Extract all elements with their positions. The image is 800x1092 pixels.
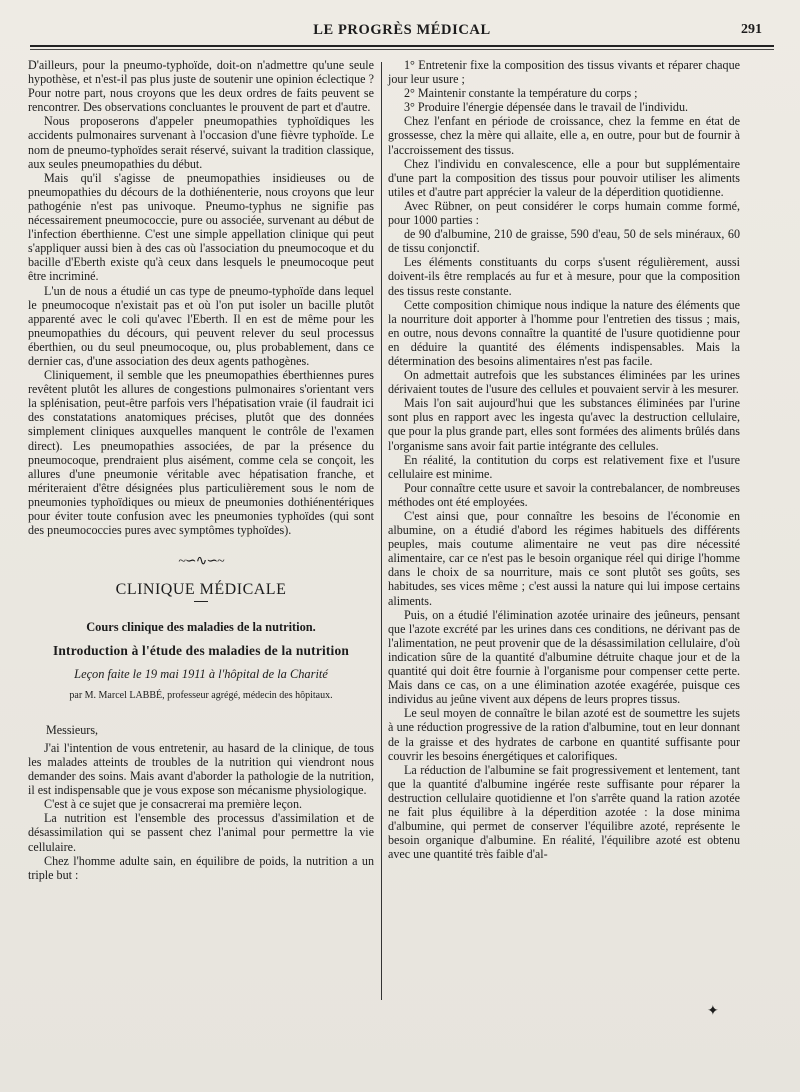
paragraph: Avec Rübner, on peut considérer le corps humain comme formé, pour 1000 parties : [388,198,740,228]
paragraph: Nous proposerons d'appeler pneumopathies typhoïdiques les accidents pulmonaires survenant à l'occasion d'une fièvre typhoïde. Le nom de pneumo-typhoïdes serait réservé, suivant la tradition classique, aux seules pneumopathies du début. [28,114,374,171]
paragraph: Cette composition chimique nous indique la nature des éléments que la nourriture doit apporter à l'homme pour l'entretien des tissus ; mais, en outre, nous devons connaître la quantité de l'usure quotidienne pour en déduire la quantité des éléments indispensables. Mais la détermination des besoins alimentaires n'est pas facile. [388,297,740,368]
running-header [34,22,770,44]
paragraph: On admettait autrefois que les substances éliminées par les urines dérivaient toutes de l'usure des cellules et pouvaient servir à les mesurer. [388,368,740,397]
paragraph: Cliniquement, il semble que les pneumopathies éberthiennes pures revêtent plutôt les allures de congestions pulmonaires s'orientant vers la splénisation, peut-être parfois vers l'hépatisation vraie (il faudrait ici des constatations anatomiques précises, plutôt que des données simplement cliniques auxquelles manquent le contrôle de l'examen direct). Les pneumopathies associées, de par la présence du pneumocoque, prendraient plus aisément, comme cela se conçoit, les allures d'une pneumonie véritable avec hépatisation franche, et mériteraient d'être désignées plus particulièrement sous le nom de pneumonies typhoïdiques ou mieux de pneumonies dothiénentériques pour éviter toute confusion avec les pneumonies typhoïdes (qui sont des pneumococcies pures avec symptômes typhoïdes). [28,368,374,538]
paragraph: C'est ainsi que, pour connaître les besoins de l'économie en albumine, on a étudié d'abord les régimes habituels des différents peuples, mais coutume alimentaire ne veut pas dire nécessité alimentaire, car ce n'est pas le besoin organique réel qui dirige l'homme dans le choix de sa nourriture, mais ce sont plutôt ses goûts, ses habitudes, ses vices même ; c'est aussi la nature qui lui impose certains aliments. [388,509,740,608]
paragraph: Mais qu'il s'agisse de pneumopathies insidieuses ou de pneumopathies du décours de la dothiénenterie, nous croyons que leur pathogénie n'est pas univoque. Pneumo-typhus ne signifie pas nécessairement pneumococcie, pure ou associée, survenant au début de l'infection éberthienne. C'est une simple appellation clinique qui peut s'appliquer aussi bien à des cas où l'association du pneumocoque et du bacille d'Eberth existe qu'à ceux dans lesquels le pneumocoque peut être incriminé. [28,170,374,284]
paragraph: D'ailleurs, pour la pneumo-typhoïde, doit-on n'admettre qu'une seule hypothèse, et n'est-il pas plus juste de soutenir une opinion éclectique ? Pour notre part, nous croyons que les deux ordres de faits peuvent se rencontrer. Des observations concluantes le prouvent de part et d'autre. [28,58,374,115]
column-divider [381,62,382,1000]
right-column [388,58,740,861]
salutation: Messieurs, [46,722,99,737]
journal-title: LE PROGRÈS MÉDICAL [313,22,491,38]
paragraph: L'un de nous a étudié un cas type de pneumo-typhoïde dans lequel le pneumocoque n'existait pas et où l'on put isoler un bacille plutôt apparenté avec le coli qu'avec l'Eberth. Il en est de même pour les pneumopathies du décours, qui peuvent relever du seul processus éberthien, ou du seul pneumocoque, ou, plus probablement, dans ce dernier cas, d'une association des deux agents pathogènes. [28,283,374,368]
paragraph: Chez l'homme adulte sain, en équilibre de poids, la nutrition a un triple but : [28,853,374,882]
section-ornament: ~∽∿∽~ [178,554,224,570]
paragraph: La nutrition est l'ensemble des processus d'assimilation et de désassimilation qui se passent chez l'animal pour permettre la vie cellulaire. [28,811,374,854]
section-heading: CLINIQUE MÉDICALE [115,581,287,599]
paragraph: de 90 d'albumine, 210 de graisse, 590 d'eau, 50 de sels minéraux, 60 de tissu conjonctif. [388,227,740,256]
author-line: par M. Marcel LABBÉ, professeur agrégé, médecin des hôpitaux. [69,689,333,701]
header-rule [30,45,774,50]
article-title: Introduction à l'étude des maladies de la nutrition [52,643,350,659]
course-title: Cours clinique des maladies de la nutrition. [86,620,316,635]
left-column [28,58,374,882]
heading-rule [194,601,208,602]
paragraph: Le seul moyen de connaître le bilan azoté est de soumettre les sujets à une réduction progressive de la ration d'albumine, tout en leur donnant de la graisse et des hydrates de carbone en quantité suffisante pour couvrir les besoins énergétiques et calorifiques. [388,706,740,763]
paragraph: 1° Entretenir fixe la composition des tissus vivants et réparer chaque jour leur usure ; [388,58,740,87]
paragraph: C'est à ce sujet que je consacrerai ma première leçon. [44,797,303,812]
lecture-info: Leçon faite le 19 mai 1911 à l'hôpital de la Charité [74,666,328,681]
paragraph: Les éléments constituants du corps s'usent régulièrement, aussi doivent-ils être remplacés au fur et à mesure, pour que la composition des tissus reste constante. [388,255,740,298]
end-ornament: ✦ [707,1004,719,1019]
page-number: 291 [741,22,762,37]
paragraph: 2° Maintenir constante la température du corps ; [404,86,638,101]
paragraph: En réalité, la contitution du corps est relativement fixe et l'usure cellulaire est minime. [388,452,740,481]
paragraph: J'ai l'intention de vous entretenir, au hasard de la clinique, de tous les malades atteints de troubles de la nutrition qui viendront nous demander des soins. Mais avant d'aborder la pathologie de la nutrition, il est indispensable que je vous expose son mécanisme physiologique. [28,740,374,798]
paragraph: Puis, on a étudié l'élimination azotée urinaire des jeûneurs, pensant que l'azote excrété par les urines dans ces conditions, ne dérivant pas de l'alimentation, ne peut provenir que de la désassimilation cellulaire, d'où indication sûre de la quantité d'albumine détruite chaque jour et de la quantité qui doit être fournie à l'organisme pour compenser cette perte. Mais dans ce cas, on a une élimination azotée exagérée, puisque ces individus au jeûne vivent aux dépens de leurs propres tissus. [388,607,740,707]
paragraph: La réduction de l'albumine se fait progressivement et lentement, tant que la quantité d'albumine ingérée reste suffisante pour réparer la destruction cellulaire quotidienne et l'on s'arrête quand la ration azotée ne fait plus équilibre à la déperdition azotée : la dose minima d'albumine, qui permet de conserver l'équilibre azoté, représente le besoin organique d'albumine. En réalité, l'équilibre azoté est obtenu avec une quantité très faible d'al- [388,762,740,862]
paragraph: Chez l'individu en convalescence, elle a pour but supplémentaire d'une part la composition des tissus pour pouvoir utiliser les aliments utiles et d'autre part apprécier la valeur de la déperdition quotidienne. [388,156,740,199]
paragraph: 3° Produire l'énergie dépensée dans le travail de l'individu. [404,100,689,115]
paragraph: Pour connaître cette usure et savoir la contrebalancer, de nombreuses méthodes ont été employées. [388,480,740,509]
paragraph: Mais l'on sait aujourd'hui que les substances éliminées par l'urine sont plus en rapport avec les ingesta qu'avec la destruction cellulaire, que pour la plus grande part, elles sont formées des aliments brûlés dans l'organisme sans avoir fait partie intégrante des cellules. [388,396,740,453]
paragraph: Chez l'enfant en période de croissance, chez la femme en état de grossesse, chez la mère qui allaite, elle a, en outre, pour but de fournir à l'accroissement des tissus. [388,114,740,157]
